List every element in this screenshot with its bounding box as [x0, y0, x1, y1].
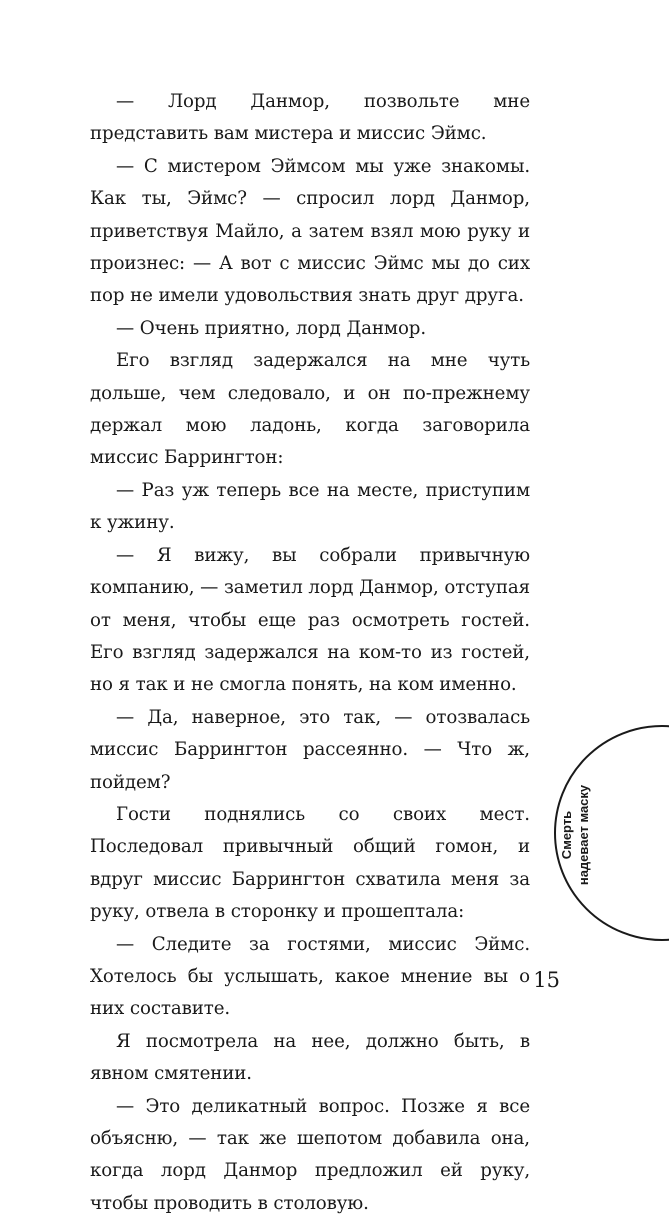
paragraph: Я посмотрела на нее, должно быть, в явном смятении. [90, 1030, 530, 1085]
paragraph: — Я вижу, вы собрали привычную компанию, — заметил лорд Данмор, отступая от меня, чтобы еще раз осмотреть гостей. Его взгляд задержался на ком-то из гостей, но я так и не смогла понять, на ком именно. [90, 544, 530, 696]
book-title-line-2: надевает маску [576, 784, 591, 886]
book-title-line-1: Смерть [559, 810, 574, 860]
paragraph: Гости поднялись со своих мест. Последовал привычный общий гомон, и вдруг миссис Баррингтон схватила меня за руку, отвела в сторонку и прошептала: [90, 803, 530, 923]
page-number: 15 [533, 968, 560, 992]
book-title [558, 765, 592, 905]
paragraph: — Следите за гостями, миссис Эймс. Хотелось бы услышать, какое мнение вы о них составите. [90, 933, 530, 1020]
book-title-tab [554, 725, 669, 941]
paragraph: — Раз уж теперь все на месте, приступим к ужину. [90, 479, 530, 534]
paragraph: — Это деликатный вопрос. Позже я все объясню, — так же шепотом добавила она, когда лорд Данмор предложил ей руку, чтобы проводить в столовую. [90, 1095, 530, 1214]
body-text [90, 86, 530, 1220]
paragraph: — С мистером Эймсом мы уже знакомы. Как ты, Эймс? — спросил лорд Данмор, приветствуя Майло, а затем взял мою руку и произнес: — А вот с миссис Эймс мы до сих пор не имели удовольствия знать друг друга. [90, 155, 530, 307]
paragraph: — Очень приятно, лорд Данмор. [116, 317, 427, 339]
paragraph: Его взгляд задержался на мне чуть дольше, чем следовало, и он по-прежнему держал мою ладонь, когда заговорила миссис Баррингтон: [90, 350, 530, 469]
paragraph: — Лорд Данмор, позвольте мне представить вам мистера и миссис Эймс. [90, 91, 530, 145]
paragraph: — Да, наверное, это так, — отозвалась миссис Баррингтон рассеянно. — Что ж, пойдем? [90, 706, 530, 793]
